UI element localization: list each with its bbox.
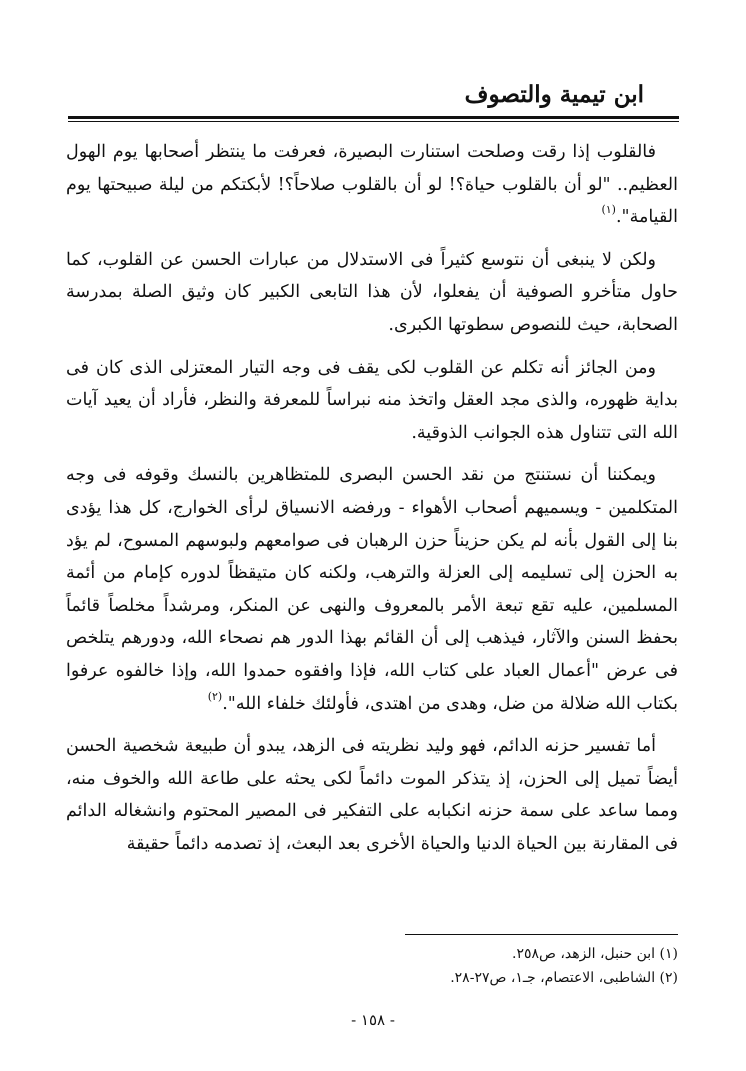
footnote-ref: (٢)	[207, 689, 223, 703]
running-header-title: ابن تيمية والتصوف	[464, 81, 644, 108]
paragraph-text: ويمكننا أن نستنتج من نقد الحسن البصرى للمتظاهرين بالنسك وقوفه فى وجه المتكلمين - ويسميهم أصحاب الأهواء - ورفضه الانسياق لرأى الخوارج، كل هذا يؤدى بنا إلى القول بأنه لم يكن حزيناً حزن الرهبان فى صوامعهم ولبوسهم المسوح، لم يؤد به الحزن إلى تسليمه إلى العزلة والترهب، ولكنه كان متيقظاً لدوره كإمام من أئمة المسلمين، عليه تقع تبعة الأمر بالمعروف والنهى عن المنكر، ومرشداً مخلصاً قائماً بحفظ السنن والآثار، فيذهب إلى أن القائم بهذا الدور هم نصحاء الله، ودورهم يتلخص فى عرض "أعمال العباد على كتاب الله، فإذا وافقوه حمدوا الله، وإذا خالفوه عرفوا بكتاب الله ضلالة من ضل، وهدى من اهتدى، فأولئك خلفاء الله".	[66, 465, 678, 714]
body-text	[66, 136, 678, 860]
page-number: - ١٥٨ -	[351, 1011, 395, 1029]
header-rule-thin	[68, 121, 679, 122]
paragraph-text: ولكن لا ينبغى أن نتوسع كثيراً فى الاستدلال من عبارات الحسن عن القلوب، كما حاول متأخرو الصوفية أن يفعلوا، لأن هذا التابعى الكبير كان وثيق الصلة بمدرسة الصحابة، حيث للنصوص سطوتها الكبرى.	[66, 249, 678, 335]
paragraph-text: أما تفسير حزنه الدائم، فهو وليد نظريته فى الزهد، يبدو أن طبيعة شخصية الحسن أيضاً تميل إلى الحزن، إذ يتذكر الموت دائماً لكى يحثه على طاعة الله والخوف منه، ومما ساعد على سمة حزنه انكبابه على التفكير فى المصير المحتوم وانشغاله الدائم فى المقارنة بين الحياة الدنيا والحياة الأخرى بعد البعث، إذ تصدمه دائماً حقيقة	[66, 736, 679, 854]
paragraph-text: ومن الجائز أنه تكلم عن القلوب لكى يقف فى وجه التيار المعتزلى الذى كان فى بداية ظهوره، والذى مجد العقل واتخذ منه نبراساً للمعرفة والنظر، فأراد أن يعيد آيات الله التى تتناول هذه الجوانب الذوقية.	[66, 357, 678, 443]
footnotes	[58, 942, 678, 990]
paragraph	[66, 459, 678, 720]
paragraph	[66, 136, 678, 234]
footnote: (١) ابن حنبل، الزهد، ص٢٥٨.	[511, 946, 678, 962]
paragraph	[66, 244, 678, 342]
paragraph-text: فالقلوب إذا رقت وصلحت استنارت البصيرة، فعرفت ما ينتظر أصحابها يوم الهول العظيم.. "لو أن بالقلوب حياة؟! لو أن بالقلوب صلاحاً؟! لأبكتكم من ليلة صبيحتها يوم القيامة".	[66, 142, 678, 228]
header-rule	[68, 116, 679, 119]
footnote-rule	[405, 934, 678, 935]
paragraph	[66, 730, 678, 860]
paragraph	[66, 352, 678, 450]
footnote-ref: (١)	[601, 203, 616, 217]
footnote: (٢) الشاطبى، الاعتصام، جـ١، ص٢٧-٢٨.	[450, 970, 678, 986]
